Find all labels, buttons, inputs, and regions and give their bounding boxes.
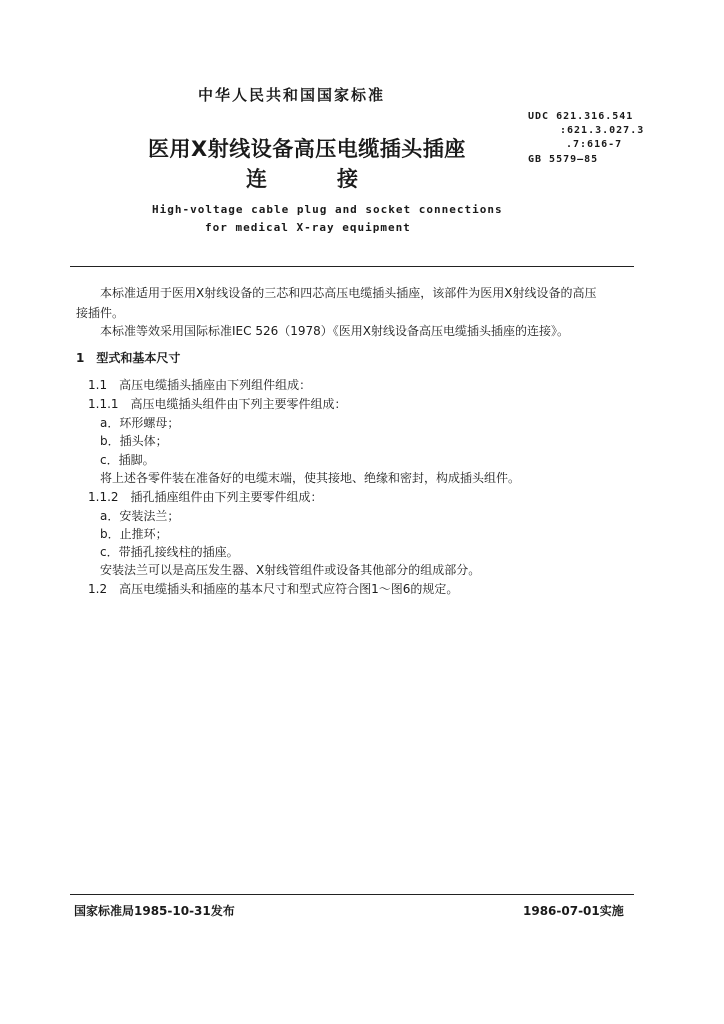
title-char-lian: 连: [246, 167, 267, 191]
list-item-b: b．插头体；: [100, 434, 168, 448]
issue-date: 国家标准局1985-10-31发布: [74, 904, 235, 918]
list-item-a-2: a．安装法兰；: [100, 509, 180, 523]
intro-paragraph-1-cont: 接插件。: [76, 306, 125, 320]
document-title-cn-line2: [246, 163, 358, 193]
clause-1-1-1-note: 将上述各零件装在准备好的电缆末端，使其接地、绝缘和密封，构成插头组件。: [100, 471, 521, 485]
clause-1-2: 1.2 高压电缆插头和插座的基本尺寸和型式应符合图1～图6的规定。: [88, 582, 459, 596]
gb-number: GB 5579—85: [528, 154, 599, 165]
udc-code-line-3: .7:616-7: [566, 139, 623, 150]
list-item-a: a．环形螺母；: [100, 416, 180, 430]
list-item-c-2: c．带插孔接线柱的插座。: [100, 545, 239, 559]
footer-divider: [70, 894, 634, 895]
clause-1-1: 1.1 高压电缆插头插座由下列组件组成：: [88, 378, 312, 392]
intro-paragraph-2: 本标准等效采用国际标准IEC 526（1978）《医用X射线设备高压电缆插头插座的连接》。: [100, 324, 569, 338]
clause-1-1-2-note: 安装法兰可以是高压发生器、X射线管组件或设备其他部分的组成部分。: [100, 563, 481, 577]
header-divider: [70, 266, 634, 267]
title-char-jie: 接: [337, 167, 358, 191]
effective-date: 1986-07-01实施: [523, 904, 624, 918]
intro-paragraph-1: 本标准适用于医用X射线设备的三芯和四芯高压电缆插头插座，该部件为医用X射线设备的高压: [100, 286, 597, 300]
document-title-en-line1: High-voltage cable plug and socket connections: [152, 203, 503, 216]
udc-code-line-2: :621.3.027.3: [560, 125, 645, 136]
section-1-heading: 1 型式和基本尺寸: [76, 351, 181, 365]
document-title-cn: 医用X射线设备高压电缆插头插座: [148, 137, 466, 161]
standard-org-heading: 中华人民共和国国家标准: [198, 86, 386, 104]
list-item-c: c．插脚。: [100, 453, 155, 467]
clause-1-1-2: 1.1.2 插孔插座组件由下列主要零件组成：: [88, 490, 323, 504]
document-title-en-line2: for medical X-ray equipment: [205, 221, 411, 234]
list-item-b-2: b．止推环；: [100, 527, 168, 541]
udc-code-line-1: UDC 621.316.541: [528, 111, 634, 122]
clause-1-1-1: 1.1.1 高压电缆插头组件由下列主要零件组成：: [88, 397, 347, 411]
